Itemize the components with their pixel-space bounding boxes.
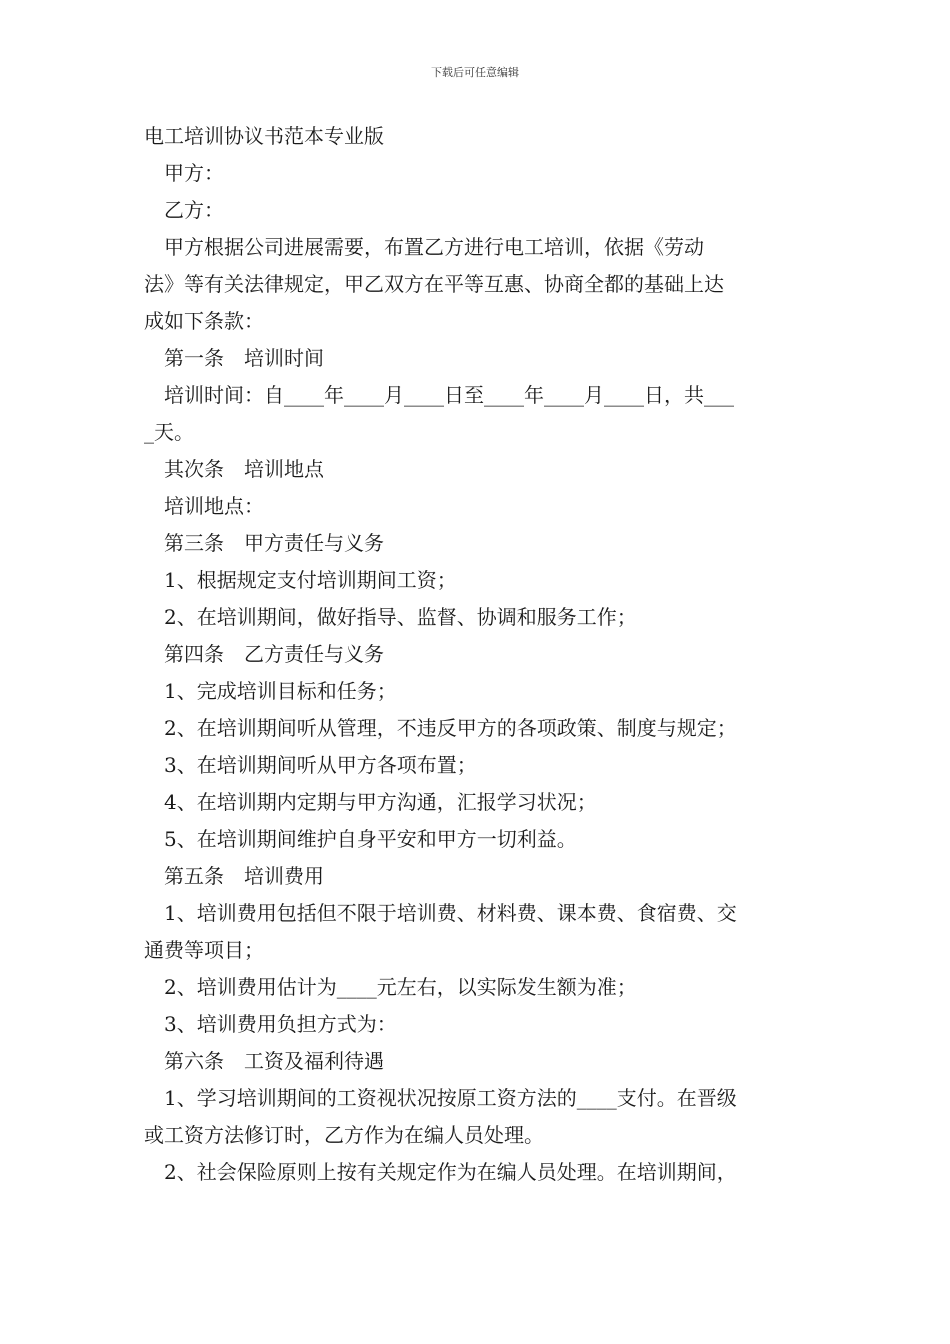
training-location-line: 培训地点： — [164, 494, 264, 518]
list-item: 3、在培训期间听从甲方各项布置； — [164, 753, 477, 777]
page-header: 下载后可任意编辑 — [431, 66, 519, 79]
list-item: 2、培训费用估计为____元左右，以实际发生额为准； — [164, 975, 637, 999]
list-item: 3、培训费用负担方式为： — [164, 1012, 397, 1036]
document-body — [144, 118, 808, 1191]
list-item-continuation: 或工资方法修订时，乙方作为在编人员处理。 — [144, 1123, 544, 1147]
training-time-line: 培训时间：自____年____月____日至____年____月____日，共___ — [164, 383, 734, 407]
list-item: 2、在培训期间，做好指导、监督、协调和服务工作； — [164, 605, 637, 629]
list-item-continuation: 通费等项目； — [144, 938, 264, 962]
intro-paragraph-line: 法》等有关法律规定，甲乙双方在平等互惠、协商全都的基础上达 — [144, 272, 724, 296]
article-2-heading: 其次条 培训地点 — [164, 457, 324, 481]
list-item: 2、在培训期间听从管理，不违反甲方的各项政策、制度与规定； — [164, 716, 737, 740]
article-6-heading: 第六条 工资及福利待遇 — [164, 1049, 384, 1073]
training-time-line: _天。 — [144, 420, 194, 444]
list-item: 1、培训费用包括但不限于培训费、材料费、课本费、食宿费、交 — [164, 901, 737, 925]
intro-paragraph-line: 甲方根据公司进展需要，布置乙方进行电工培训，依据《劳动 — [164, 235, 704, 259]
list-item: 1、根据规定支付培训期间工资； — [164, 568, 457, 592]
party-b-label: 乙方： — [164, 198, 224, 222]
intro-paragraph-line: 成如下条款： — [144, 309, 264, 333]
article-5-heading: 第五条 培训费用 — [164, 864, 324, 888]
list-item: 1、完成培训目标和任务； — [164, 679, 397, 703]
list-item: 5、在培训期间维护自身平安和甲方一切利益。 — [164, 827, 577, 851]
article-4-heading: 第四条 乙方责任与义务 — [164, 642, 384, 666]
article-3-heading: 第三条 甲方责任与义务 — [164, 531, 384, 555]
article-1-heading: 第一条 培训时间 — [164, 346, 324, 370]
party-a-label: 甲方： — [164, 161, 224, 185]
list-item: 1、学习培训期间的工资视状况按原工资方法的____支付。在晋级 — [164, 1086, 737, 1110]
list-item: 4、在培训期内定期与甲方沟通，汇报学习状况； — [164, 790, 597, 814]
list-item: 2、社会保险原则上按有关规定作为在编人员处理。在培训期间， — [164, 1160, 737, 1184]
document-title: 电工培训协议书范本专业版 — [144, 124, 384, 148]
